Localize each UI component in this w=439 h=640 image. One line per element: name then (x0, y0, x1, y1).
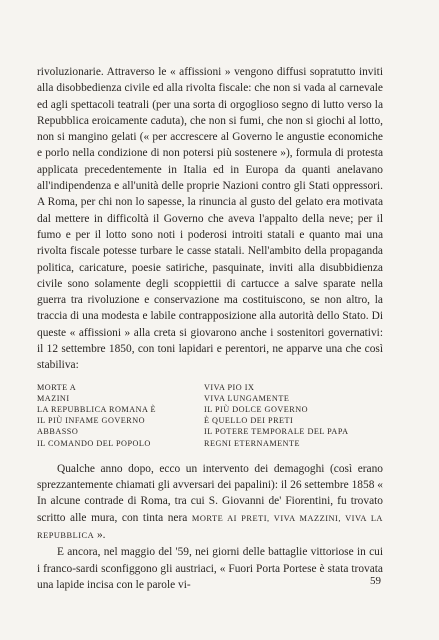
inscription-table (37, 382, 383, 449)
paragraph: E ancora, nel maggio del '59, nei giorni delle battaglie vittoriose in cui i franco-sardi sconfiggono gli austriaci, « Fuori Porta Portese è stata trovata una lapide incisa con le parole vi- (37, 546, 383, 591)
inscription-right-line: IL POTERE TEMPORALE DEL PAPA (204, 427, 349, 437)
paragraph-text: Qualche anno dopo, ecco un intervento dei demagoghi (così erano sprezzantemente chiamati gli avversari dei papalini): il 26 settembre 1858 « In alcune contrade di Roma, tra cui S. Giovanni de' Fiorentini, fu trovato scritto alle mura, con tinta nera (37, 462, 383, 524)
paragraph (37, 461, 383, 544)
inscription-right-line: VIVA PIO IX (204, 382, 255, 392)
inscription-left-line: IL PIÙ INFAME GOVERNO (37, 416, 146, 426)
inscription-left-line: MORTE A (37, 382, 77, 392)
inscription-right-line: REGNI ETERNAMENTE (204, 438, 301, 448)
inscription-right-line: IL PIÙ DOLCE GOVERNO (204, 405, 309, 415)
inscription-left-line: LA REPUBBLICA ROMANA È (37, 405, 157, 415)
paragraph: rivoluzionarie. Attraverso le « affissioni » vengono diffusi sopratutto inviti alla disobbedienza civile ed alla rivolta fiscale: che non si vada al carnevale ed agli spettacoli teatrali (per una sorta di orgoglioso segno di lutto verso la Repubblica eroicamente caduta), che non si fumi, che non si giochi al lotto, non si mangino gelati (« per accrescere al Governo le angustie economiche e porlo nella condizione di non potersi più sostenere »), formula di protesta applicata precedentemente in Italia ed in Europa da quanti anelavano all'indipendenza e all'unità delle proprie Nazioni contro gli Stati oppressori. A Roma, per chi non lo sapesse, la rinuncia al gusto del gelato era motivata dal mettere in difficoltà il Governo che aveva l'appalto della neve; per il fumo e per il lotto sono noti i poderosi introiti statali e quanto mai una rivolta fiscale potesse turbare le casse statali. Nell'ambito della propaganda politica, caricature, poesie satiriche, pasquinate, inviti alla disubbidienza civile sono solamente degli scoppiettii di cartucce a salve sparate nella guerra tra rivoluzione e conservazione ma costituiscono, se non altro, la traccia di una modesta e labile contrapposizione alla autorità dello Stato. Di queste « affissioni » alla creta si giovarono anche i sostenitori governativi: il 12 settembre 1850, con toni lapidari e perentori, ne apparve una che così stabiliva: (37, 66, 383, 372)
small-caps-quote: MORTE AI PRETI, VIVA MAZZINI, VIVA LA REPUBBLICA (37, 513, 383, 541)
inscription-right-line: È QUELLO DEI PRETI (204, 416, 294, 426)
inscription-right-line: VIVA LUNGAMENTE (204, 393, 290, 403)
page-number: 59 (370, 575, 381, 587)
inscription-left-line: MAZINI (37, 393, 70, 403)
inscription-left-line: ABBASSO (37, 427, 79, 437)
inscription-left-line: IL COMANDO DEL POPOLO (37, 438, 151, 448)
paragraph-text: ». (94, 529, 106, 542)
body-text (37, 64, 383, 593)
